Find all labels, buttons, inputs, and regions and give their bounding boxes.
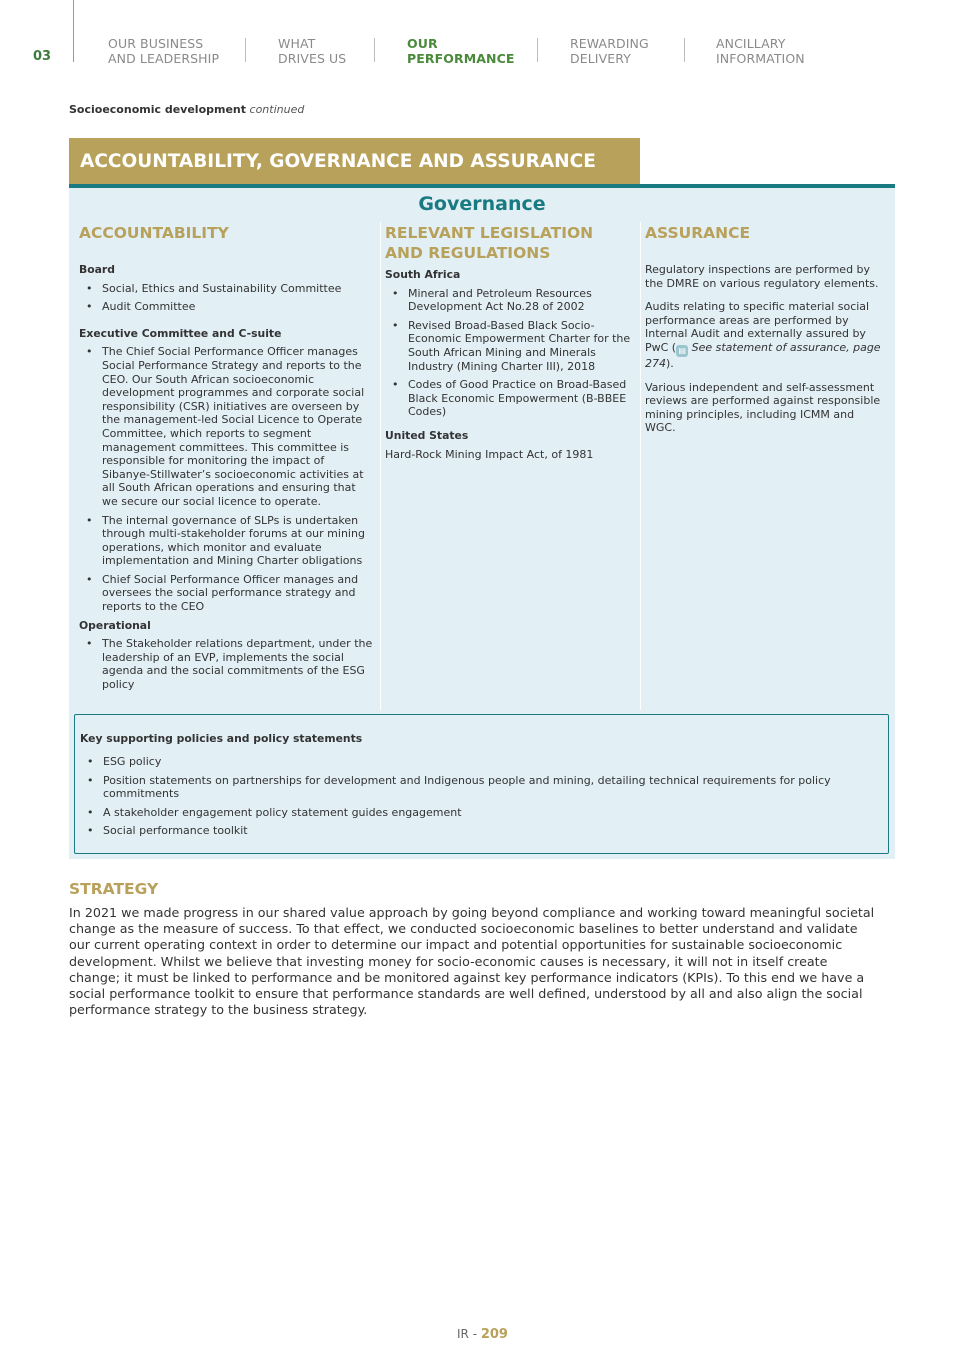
legislation-column bbox=[385, 223, 637, 461]
footer-prefix: IR - bbox=[457, 1327, 481, 1341]
board-list bbox=[79, 282, 374, 314]
south-africa-label: South Africa bbox=[385, 268, 461, 281]
strategy-heading: STRATEGY bbox=[69, 880, 159, 898]
operational-label: Operational bbox=[79, 618, 151, 632]
list-item: • The Chief Social Performance Officer manages Social Performance Strategy and reports to the CEO. Our South African socioeconomic development programmes and corporate social responsibility (CSR) initiatives are overseen by the management-led Social Licence to Operate Committee, which reports to segment management committees. This committee is responsible for monitoring the impact of Sibanye-Stillwater’s socioeconomic activities at all South African operations and ensuring that we secure our social licence to operate. bbox=[79, 345, 374, 508]
list-item: • Revised Broad-Based Black Socio-Economic Empowerment Charter for the South African Mining and Minerals Industry (Mining Charter III), 2018 bbox=[385, 319, 637, 373]
statement-of-assurance-link[interactable]: statement of assurance bbox=[715, 340, 847, 354]
united-states-label: United States bbox=[385, 428, 469, 442]
nav-label-line1: OUR bbox=[407, 36, 438, 51]
key-policies-list bbox=[80, 755, 870, 843]
list-item: • Mineral and Petroleum Resources Development Act No.28 of 2002 bbox=[385, 287, 637, 314]
assurance-paragraph-3: Various independent and self-assessment reviews are performed against responsible mining principles, including ICMM and WGC. bbox=[645, 380, 881, 435]
nav-label-line1: OUR BUSINESS bbox=[108, 36, 204, 51]
legislation-heading-line1: RELEVANT LEGISLATION bbox=[385, 224, 594, 242]
nav-label-line2: PERFORMANCE bbox=[407, 51, 515, 66]
key-policies-box bbox=[74, 714, 889, 854]
column-divider bbox=[640, 222, 641, 710]
page-reference[interactable]: page 274 bbox=[645, 340, 881, 370]
nav-separator bbox=[245, 38, 246, 62]
column-divider bbox=[380, 222, 381, 710]
assurance-column bbox=[645, 223, 885, 435]
united-states-text: Hard-Rock Mining Impact Act, of 1981 bbox=[385, 447, 594, 461]
legislation-heading bbox=[385, 223, 637, 263]
legislation-heading-line2: AND REGULATIONS bbox=[385, 244, 551, 262]
nav-label-line2: AND LEADERSHIP bbox=[108, 51, 220, 66]
section-number: 03 bbox=[33, 49, 52, 64]
list-item: • The Stakeholder relations department, under the leadership of an EVP, implements the social agenda and the social commitments of the ESG policy bbox=[79, 637, 374, 691]
nav-label-line1: ANCILLARY bbox=[716, 36, 786, 51]
nav-label-line1: REWARDING bbox=[570, 36, 649, 51]
operational-list bbox=[79, 637, 374, 691]
list-item: • Chief Social Performance Officer manages and oversees the social performance strategy and reports to the CEO bbox=[79, 573, 374, 614]
exco-label: Executive Committee and C-suite bbox=[79, 326, 282, 340]
nav-separator bbox=[684, 38, 685, 62]
nav-label-line2: DELIVERY bbox=[570, 51, 631, 66]
list-item: • A stakeholder engagement policy statement guides engagement bbox=[80, 806, 870, 820]
strategy-body: In 2021 we made progress in our shared value approach by going beyond compliance and working toward meaningful societal change as the measure of success. To that effect, we conducted socioeconomic baselines to better understand and validate our current operating context in order to determine our impact and potential opportunities for sustainable socioeconomic development. Whilst we believe that investing money for socio-economic causes is necessary, it will not in itself create change; it must be linked to performance and be monitored against key performance indicators (KPIs). To this end we have a social performance toolkit to ensure that performance standards are well defined, understood by all and also align the social performance strategy to the business strategy. bbox=[69, 905, 875, 1018]
nav-separator bbox=[537, 38, 538, 62]
key-policies-heading: Key supporting policies and policy statements bbox=[80, 732, 363, 745]
section-label-continued: continued bbox=[249, 103, 305, 116]
nav-ancillary-information[interactable] bbox=[716, 36, 805, 66]
list-item: • The internal governance of SLPs is undertaken through multi-stakeholder forums at our mining operations, which monitor and evaluate implementation and Mining Charter obligations bbox=[79, 514, 374, 568]
list-item: • ESG policy bbox=[80, 755, 870, 769]
exco-list bbox=[79, 345, 374, 613]
nav-separator bbox=[374, 38, 375, 62]
nav-rewarding-delivery[interactable] bbox=[570, 36, 649, 66]
see-text: See bbox=[691, 340, 713, 354]
nav-our-business[interactable] bbox=[108, 36, 219, 66]
nav-our-performance[interactable] bbox=[407, 36, 515, 66]
list-item: • Position statements on partnerships for development and Indigenous people and mining, detailing technical requirements for policy commitments bbox=[80, 774, 870, 801]
accountability-heading: ACCOUNTABILITY bbox=[79, 224, 229, 242]
document-icon: ▤ bbox=[676, 345, 688, 357]
list-item: • Audit Committee bbox=[79, 300, 374, 314]
assurance-paragraph-1: Regulatory inspections are performed by the DMRE on various regulatory elements. bbox=[645, 263, 879, 290]
assurance-paragraph-2: Audits relating to specific material social performance areas are performed by Internal Audit and externally assured by PwC ( ▤ See statement of assurance, page 274). bbox=[645, 300, 881, 370]
nav-label-line2: DRIVES US bbox=[278, 51, 347, 66]
section-label bbox=[69, 103, 304, 116]
governance-title: Governance bbox=[418, 193, 546, 215]
section-label-main: Socioeconomic development bbox=[69, 103, 247, 116]
title-banner bbox=[69, 138, 640, 184]
nav-label-line1: WHAT bbox=[278, 36, 316, 51]
accountability-column bbox=[79, 223, 374, 692]
south-africa-list bbox=[385, 287, 637, 419]
page-number: 209 bbox=[480, 1327, 508, 1342]
assurance-p2-end: ). bbox=[666, 356, 674, 370]
page-footer bbox=[0, 1327, 965, 1342]
list-item: • Social, Ethics and Sustainability Committee bbox=[79, 282, 374, 296]
board-label: Board bbox=[79, 263, 115, 276]
nav-what-drives-us[interactable] bbox=[278, 36, 346, 66]
nav-label-line2: INFORMATION bbox=[716, 51, 805, 66]
page-title: ACCOUNTABILITY, GOVERNANCE AND ASSURANCE bbox=[80, 151, 596, 172]
header-divider-line bbox=[73, 0, 74, 62]
assurance-heading: ASSURANCE bbox=[645, 224, 751, 242]
list-item: • Social performance toolkit bbox=[80, 824, 870, 838]
assurance-p2-text: Audits relating to specific material social performance areas are performed by Internal Audit and externally assured by PwC ( bbox=[645, 300, 870, 354]
list-item: • Codes of Good Practice on Broad-Based Black Economic Empowerment (B-BBEE Codes) bbox=[385, 378, 637, 419]
